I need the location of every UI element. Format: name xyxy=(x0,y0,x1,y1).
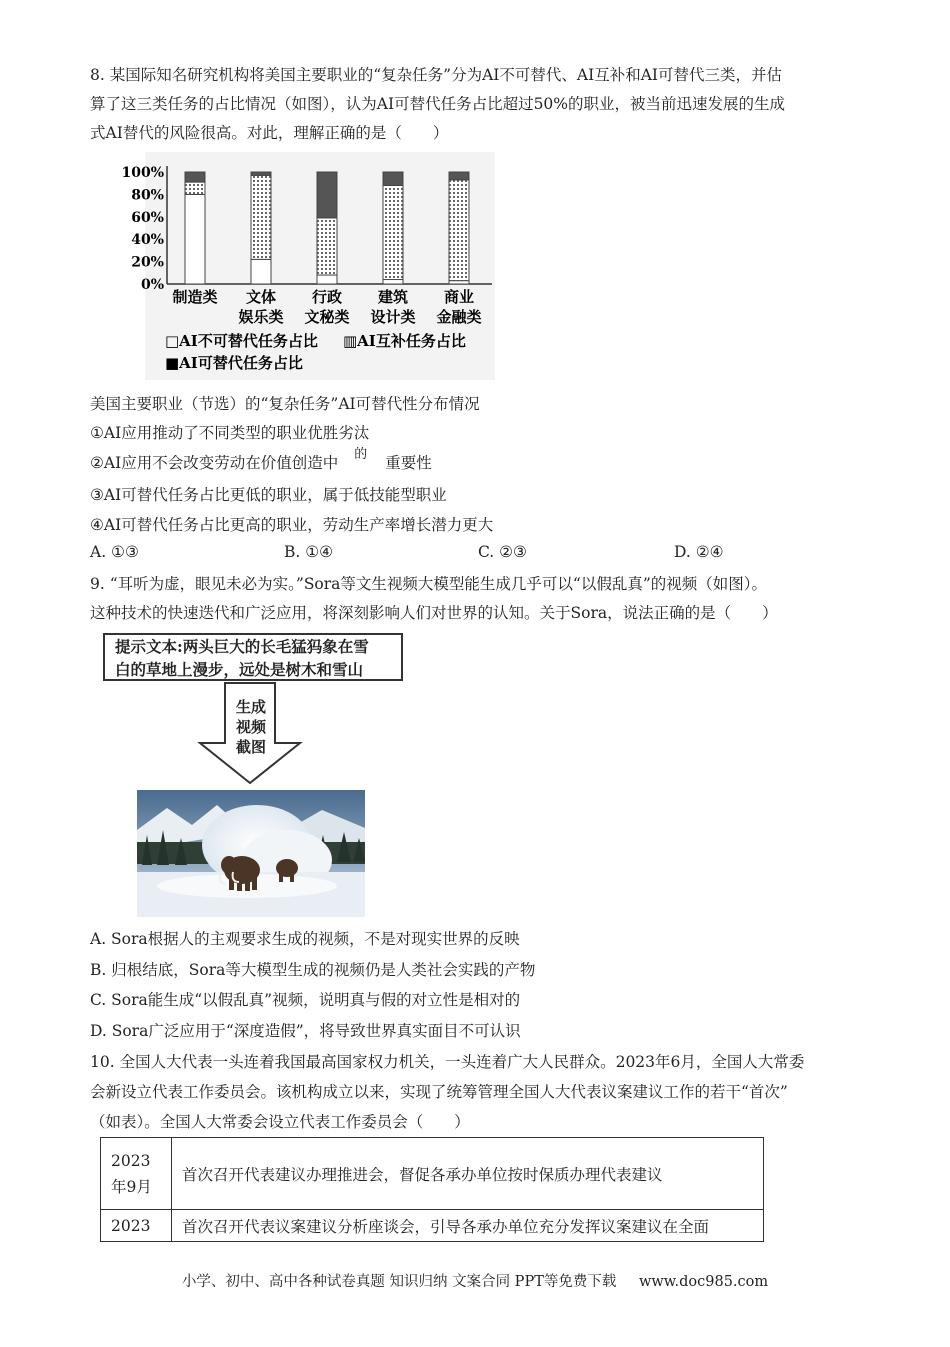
q8-stem-line: 算了这三类任务的占比情况（如图），认为AI可替代任务占比超过50%的职业，被当前迅速发展的生成 xyxy=(90,95,786,113)
bar-segment xyxy=(185,182,205,194)
mammoth-video-screenshot xyxy=(137,790,365,917)
prompt-text-box xyxy=(103,633,403,681)
bar-segment xyxy=(185,194,205,284)
x-tick-label: 文秘类 xyxy=(304,308,350,326)
table-cell-text: 首次召开代表建议办理推进会，督促各承办单位按时保质办理代表建议 xyxy=(172,1138,764,1210)
bar-segment xyxy=(317,275,337,284)
arrow-label xyxy=(233,697,269,757)
statement-2-tail: 重要性 xyxy=(385,454,432,472)
statement-2-stray: 的 xyxy=(354,447,368,462)
x-tick-label: 金融类 xyxy=(436,308,482,326)
q10-stem-line: 会新设立代表工作委员会。该机构成立以来，实现了统筹管理全国人大代表议案建议工作的若干“首次” xyxy=(90,1083,788,1101)
q10-stem-line: （如表）。全国人大常委会设立代表工作委员会（ ） xyxy=(90,1113,470,1131)
statement-3: ③AI可替代任务占比更低的职业，属于低技能型职业 xyxy=(90,486,447,504)
bar-segment xyxy=(449,172,469,180)
q8-chart xyxy=(121,152,495,380)
q9-option-d[interactable]: D. Sora广泛应用于“深度造假”，将导致世界真实面目不可认识 xyxy=(90,1021,521,1040)
bar-segment xyxy=(449,180,469,281)
q9-stem-line: 这种技术的快速迭代和广泛应用，将深刻影响人们对世界的认知。关于Sora，说法正确的是（ ） xyxy=(90,604,778,622)
x-tick-label: 建筑 xyxy=(377,288,409,306)
q10-stem-line: 10. 全国人大代表一头连着我国最高国家权力机关，一头连着广大人民群众。2023年6月，全国人大常委 xyxy=(90,1053,805,1071)
bar-segment xyxy=(383,185,403,279)
y-tick-label: 20% xyxy=(131,254,164,271)
prompt-line: 提示文本:两头巨大的长毛猛犸象在雪 xyxy=(115,637,369,656)
q8-stem-line: 8. 某国际知名研究机构将美国主要职业的“复杂任务”分为AI不可替代、AI互补和AI可替代三类，并估 xyxy=(90,66,783,84)
q8-stem xyxy=(90,61,785,148)
q9-option-a[interactable]: A. Sora根据人的主观要求生成的视频，不是对现实世界的反映 xyxy=(90,930,520,948)
x-tick-label: 制造类 xyxy=(172,288,218,306)
legend-item: □AI不可替代任务占比 xyxy=(165,332,318,350)
q9-options xyxy=(90,924,535,1046)
q8-statements xyxy=(90,418,493,540)
y-tick-label: 60% xyxy=(131,209,164,226)
q8-option-d[interactable]: D. ②④ xyxy=(674,543,724,561)
table-cell-date xyxy=(101,1138,172,1210)
bar-segment xyxy=(317,172,337,218)
arrow-label-line: 截图 xyxy=(235,738,266,756)
table-cell-text: 首次召开代表议案建议分析座谈会，引导各承办单位充分发挥议案建议在全面 xyxy=(172,1210,764,1242)
q8-option-c[interactable]: C. ②③ xyxy=(478,543,527,561)
table-row xyxy=(101,1138,764,1210)
y-tick-label: 100% xyxy=(121,165,164,181)
footer xyxy=(0,1270,950,1291)
bar-segment xyxy=(449,281,469,284)
bar-segment xyxy=(251,175,271,259)
y-tick-label: 40% xyxy=(131,232,164,249)
footer-url[interactable]: www.doc985.com xyxy=(638,1274,769,1290)
bar-segment xyxy=(251,259,271,284)
table-row xyxy=(101,1210,764,1242)
q8-stem-line: 式AI替代的风险很高。对此，理解正确的是（ ） xyxy=(90,124,449,142)
prompt-line: 白的草地上漫步，远处是树木和雪山 xyxy=(115,660,364,679)
x-tick-label: 娱乐类 xyxy=(238,308,284,326)
legend-item: ▥AI互补任务占比 xyxy=(343,332,466,350)
date-line: 2023 xyxy=(111,1151,151,1170)
q9-stem-line: 9. “耳听为虚，眼见未必为实。”Sora等文生视频大模型能生成几乎可以“以假乱真”的视频（如图）。 xyxy=(90,575,768,593)
q8-caption: 美国主要职业（节选）的“复杂任务”AI可替代性分布情况 xyxy=(90,395,480,413)
arrow-label-line: 视频 xyxy=(235,718,266,736)
bar-segment xyxy=(317,218,337,275)
statement-1: ①AI应用推动了不同类型的职业优胜劣汰 xyxy=(90,424,370,442)
q8-option-b[interactable]: B. ①④ xyxy=(284,543,334,561)
legend-item: ■AI可替代任务占比 xyxy=(165,354,303,372)
q8-option-a[interactable]: A. ①③ xyxy=(90,543,139,561)
statement-2 xyxy=(90,448,493,480)
bar-segment xyxy=(185,172,205,182)
bar-segment xyxy=(383,280,403,284)
x-tick-label: 文体 xyxy=(245,288,277,306)
bar-segment xyxy=(383,172,403,185)
y-tick-label: 80% xyxy=(131,187,164,204)
q10-stem xyxy=(90,1047,804,1137)
y-tick-label: 0% xyxy=(140,277,164,293)
footer-text: 小学、初中、高中各种试卷真题 知识归纳 文案合同 PPT等免费下载 xyxy=(181,1274,617,1290)
date-line: 2023 xyxy=(111,1216,151,1235)
statement-4: ④AI可替代任务占比更高的职业，劳动生产率增长潜力更大 xyxy=(90,516,494,534)
q9-option-b[interactable]: B. 归根结底，Sora等大模型生成的视频仍是人类社会实践的产物 xyxy=(90,960,536,979)
q9-option-c[interactable]: C. Sora能生成“以假乱真”视频，说明真与假的对立性是相对的 xyxy=(90,991,521,1009)
date-line: 年9月 xyxy=(111,1177,152,1196)
chart-svg xyxy=(121,152,495,380)
bar-segment xyxy=(251,172,271,175)
x-tick-label: 商业 xyxy=(443,288,475,306)
table-cell-date xyxy=(101,1210,172,1242)
x-tick-label: 设计类 xyxy=(370,308,416,326)
q9-stem xyxy=(90,570,778,628)
q10-table xyxy=(100,1137,764,1242)
statement-2-text: ②AI应用不会改变劳动在价值创造中 xyxy=(90,454,339,472)
arrow-label-line: 生成 xyxy=(235,698,266,716)
x-tick-label: 行政 xyxy=(311,288,343,306)
